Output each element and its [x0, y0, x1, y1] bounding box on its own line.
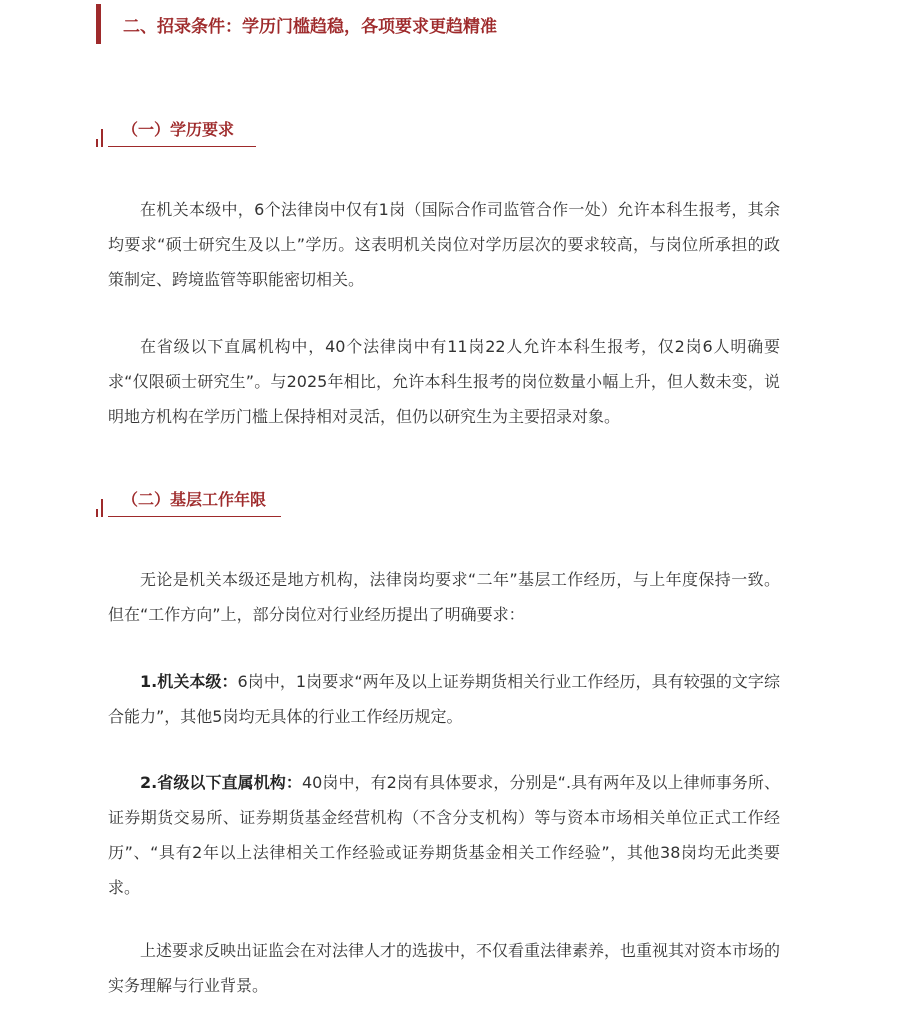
paragraph: 在省级以下直属机构中，40个法律岗中有11岗22人允许本科生报考，仅2岗6人明确要求“仅限硕士研究生”。与2025年相比，允许本科生报考的岗位数量小幅上升，但人数未变，说明地方机构在学历门槛上保持相对灵活，但仍以研究生为主要招录对象。	[108, 337, 780, 426]
paragraph	[108, 664, 780, 734]
paragraph-text: 40岗中，有2岗有具体要求，分别是“.具有两年及以上律师事务所、证券期货交易所、证券期货基金经营机构（不含分支机构）等与资本市场相关单位正式工作经历”、“具有2年以上法律相关工作经验或证券期货基金相关工作经验”，其他38岗均无此类要求。	[108, 773, 780, 897]
paragraph	[108, 765, 780, 905]
subsection-heading-work-years	[96, 487, 281, 517]
subsection-title: （二）基层工作年限	[122, 490, 267, 509]
paragraph-text: 6岗中，1岗要求“两年及以上证券期货相关行业工作经历，具有较强的文字综合能力”，其他5岗均无具体的行业工作经历规定。	[108, 672, 780, 726]
subsection-heading-education	[96, 117, 256, 147]
section-title: 二、招录条件：学历门槛趋稳，各项要求更趋精准	[123, 17, 497, 37]
subsection-marks-icon	[96, 127, 106, 147]
section-accent-bar	[96, 4, 101, 44]
paragraph-label: 2.省级以下直属机构：	[140, 773, 302, 792]
paragraph: 在机关本级中，6个法律岗中仅有1岗（国际合作司监管合作一处）允许本科生报考，其余均要求“硕士研究生及以上”学历。这表明机关岗位对学历层次的要求较高，与岗位所承担的政策制定、跨境监管等职能密切相关。	[108, 200, 780, 289]
subsection-title: （一）学历要求	[122, 120, 235, 139]
paragraph: 无论是机关本级还是地方机构，法律岗均要求“二年”基层工作经历，与上年度保持一致。但在“工作方向”上，部分岗位对行业经历提出了明确要求：	[108, 570, 780, 624]
subsection-underline	[108, 516, 281, 517]
paragraph-label: 1.机关本级：	[140, 672, 238, 691]
subsection-underline	[108, 146, 256, 147]
subsection-marks-icon	[96, 497, 106, 517]
section-heading	[96, 0, 696, 44]
paragraph: 上述要求反映出证监会在对法律人才的选拔中，不仅看重法律素养，也重视其对资本市场的实务理解与行业背景。	[108, 941, 781, 995]
